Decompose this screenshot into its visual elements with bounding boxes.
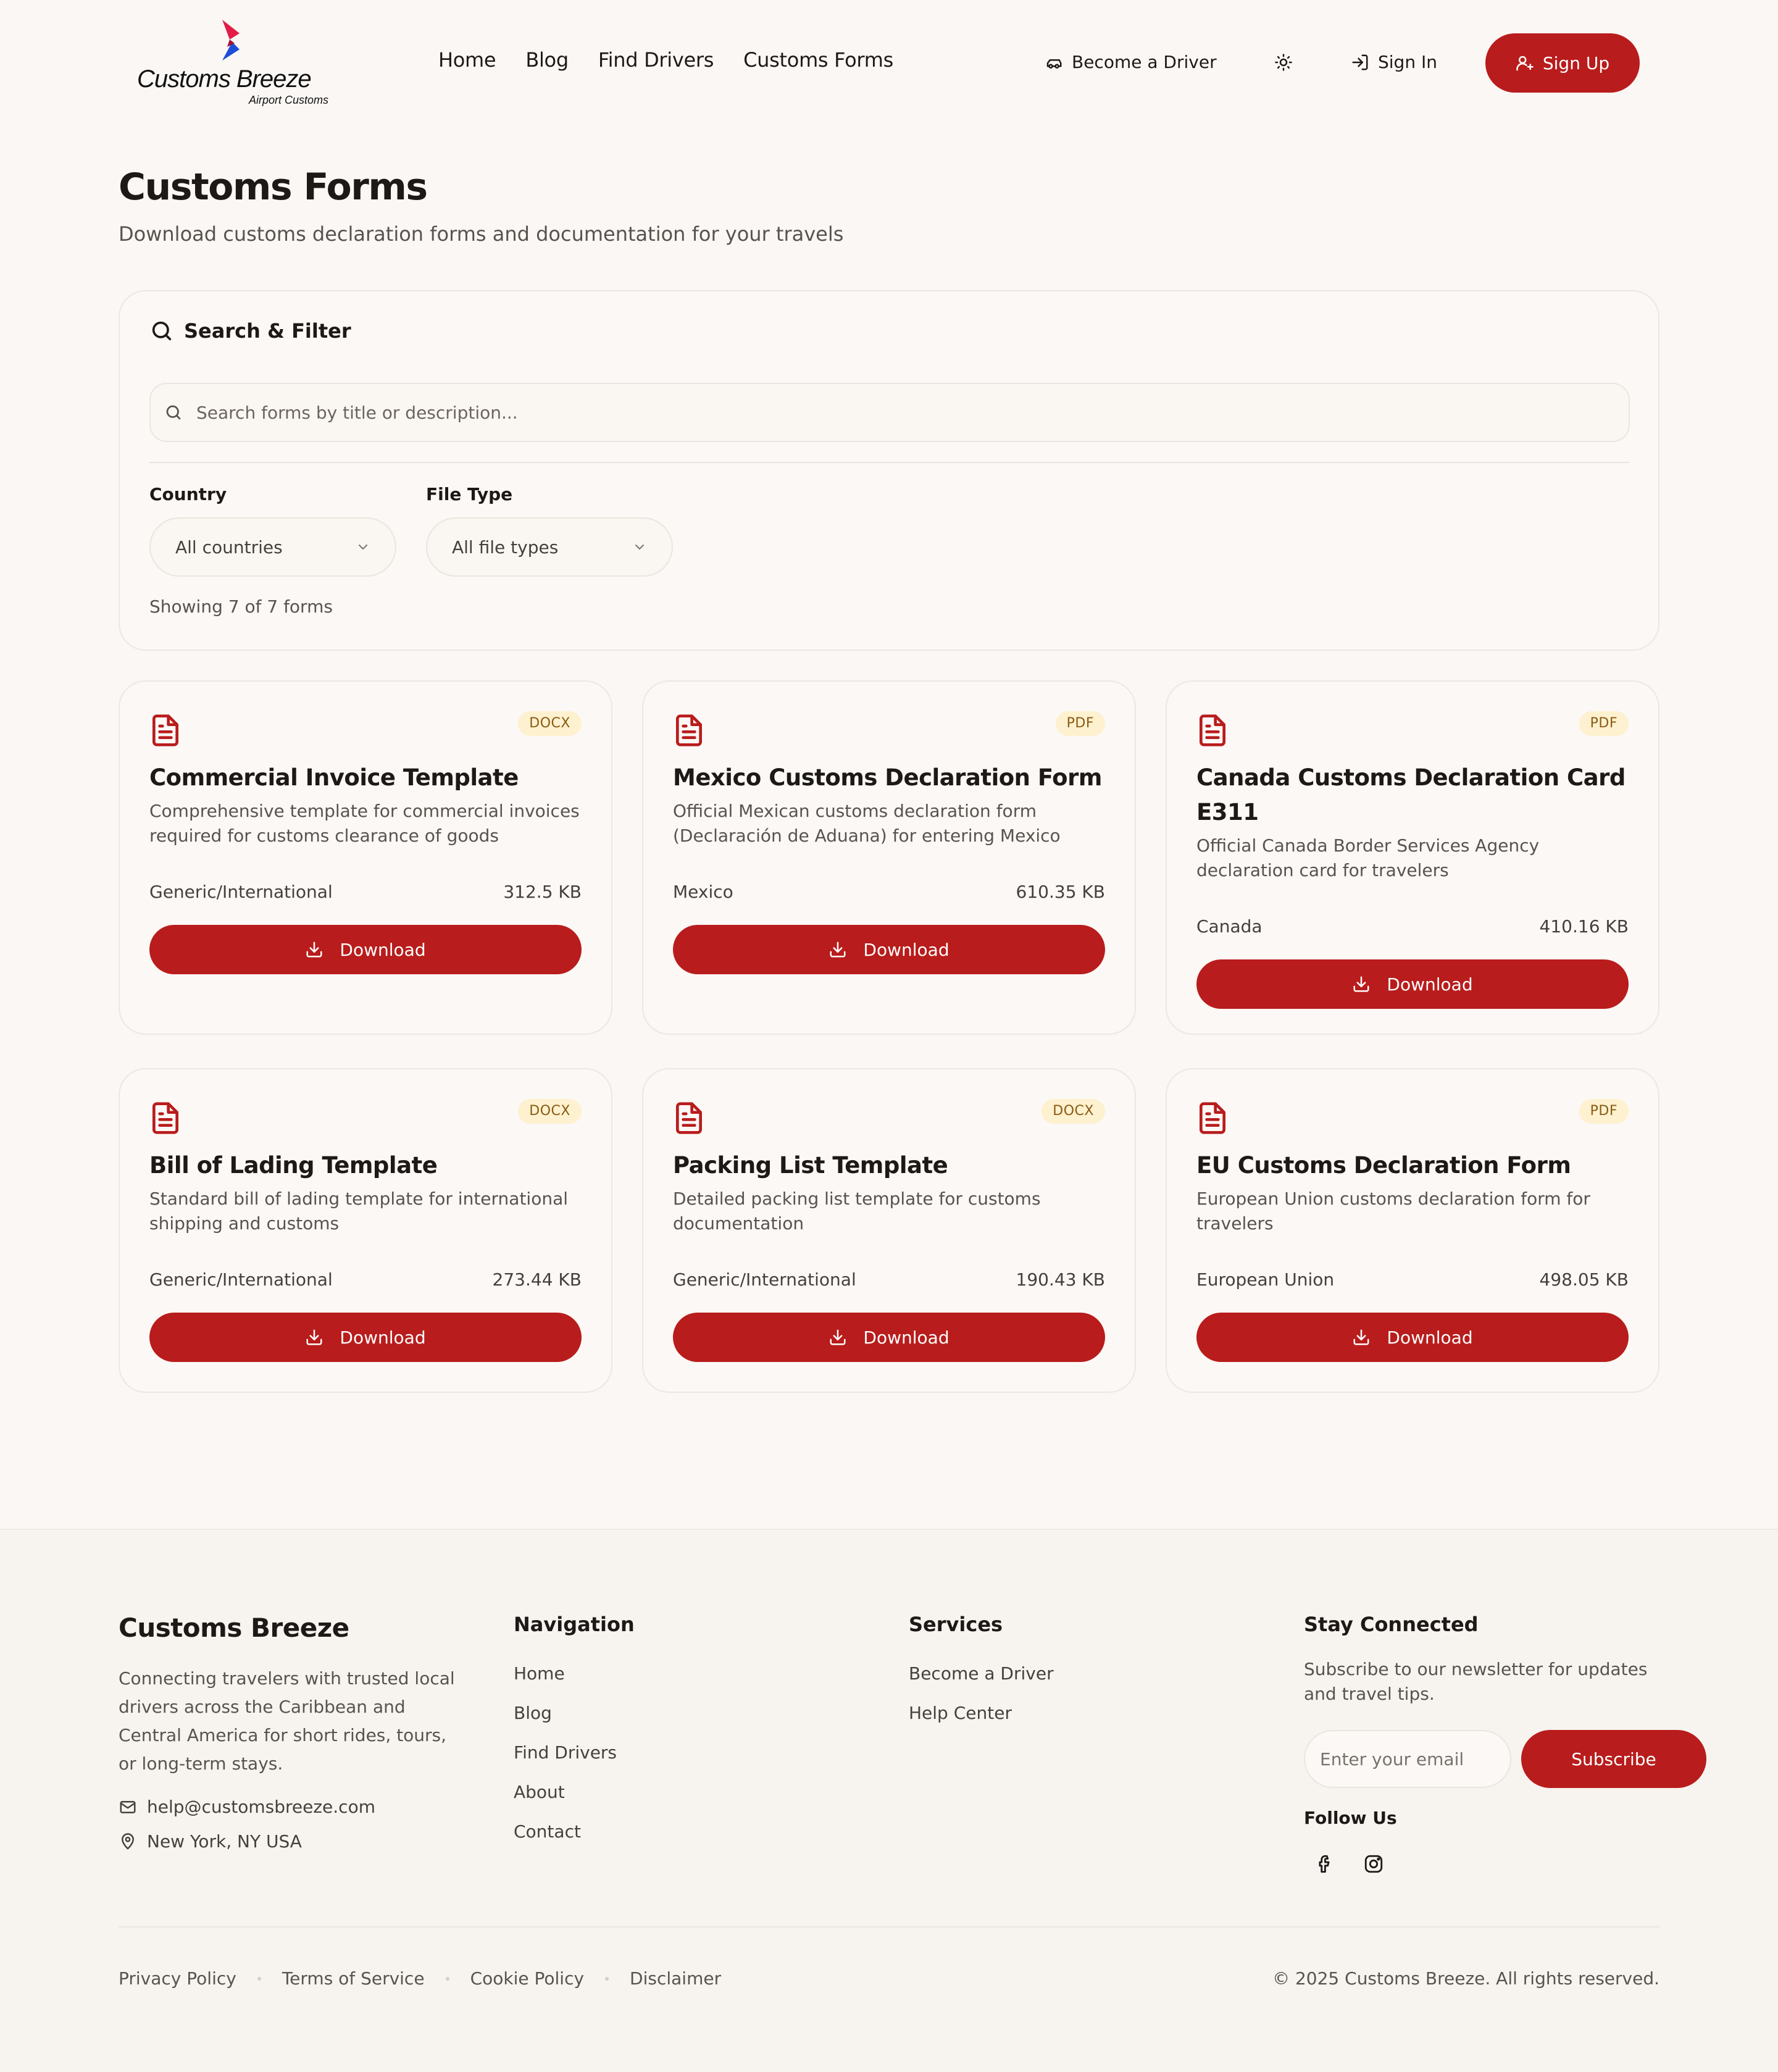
download-button[interactable]: [673, 1313, 1105, 1362]
form-card: [1166, 680, 1659, 1035]
file-text-icon: [148, 711, 183, 750]
facebook-icon[interactable]: [1314, 1853, 1335, 1874]
newsletter-email-field[interactable]: [1304, 1730, 1511, 1788]
download-button[interactable]: [673, 925, 1105, 974]
form-size: 410.16 KB: [1539, 916, 1629, 937]
form-size: 312.5 KB: [503, 882, 582, 902]
forms-grid: [119, 680, 1659, 1393]
form-title: Canada Customs Declaration Card E311: [1196, 764, 1626, 825]
footer-nav-heading: Navigation: [514, 1613, 635, 1636]
logo-mark-icon: [219, 19, 241, 62]
file-type-badge: PDF: [1056, 711, 1105, 736]
download-icon: [828, 1328, 847, 1347]
nav-find-drivers[interactable]: Find Drivers: [598, 48, 714, 72]
footer-link-help-center[interactable]: Help Center: [909, 1703, 1012, 1723]
nav-customs-forms[interactable]: Customs Forms: [743, 48, 893, 72]
separator-dot: [446, 1977, 449, 1981]
sign-up-label: Sign Up: [1542, 52, 1610, 73]
form-card: [119, 680, 612, 1035]
search-icon: [149, 319, 174, 343]
form-size: 273.44 KB: [492, 1269, 582, 1290]
logo-tagline: Airport Customs: [248, 94, 328, 106]
search-input[interactable]: [196, 403, 1555, 423]
download-icon: [1352, 975, 1371, 993]
form-region: European Union: [1196, 1269, 1335, 1290]
logo-name: Customs Breeze: [137, 65, 311, 93]
become-driver-button[interactable]: [1045, 52, 1217, 72]
footer-email[interactable]: [119, 1797, 375, 1817]
file-type-select-value: All file types: [452, 537, 559, 558]
download-icon: [1352, 1328, 1371, 1347]
filter-heading-label: Search & Filter: [184, 319, 351, 343]
form-description: Comprehensive template for commercial invoices required for customs clearance of goods: [149, 801, 580, 846]
page-subtitle: Download customs declaration forms and documentation for your travels: [119, 222, 844, 246]
form-description: Official Canada Border Services Agency declaration card for travelers: [1196, 835, 1540, 880]
results-count: Showing 7 of 7 forms: [149, 596, 333, 617]
download-button[interactable]: [1196, 1313, 1629, 1362]
file-text-icon: [148, 1099, 183, 1137]
form-title: Mexico Customs Declaration Form: [673, 764, 1102, 791]
download-label: Download: [340, 939, 426, 960]
form-meta: [149, 882, 582, 902]
form-card: [642, 1068, 1136, 1393]
form-region: Canada: [1196, 916, 1263, 937]
form-size: 610.35 KB: [1016, 882, 1105, 902]
sign-in-button[interactable]: [1351, 52, 1437, 72]
nav-home[interactable]: Home: [438, 48, 496, 72]
download-label: Download: [863, 1327, 950, 1348]
file-type-badge: DOCX: [518, 1099, 582, 1124]
newsletter-email-input[interactable]: [1320, 1749, 1499, 1769]
car-icon: [1045, 53, 1063, 72]
chevron-down-icon: [356, 540, 370, 554]
cookie-policy-link[interactable]: Cookie Policy: [470, 1968, 585, 1989]
download-button[interactable]: [149, 1313, 582, 1362]
form-size: 498.05 KB: [1539, 1269, 1629, 1290]
site-logo[interactable]: [137, 19, 328, 111]
site-header: [0, 0, 1778, 127]
footer-link-about[interactable]: About: [514, 1782, 565, 1802]
filter-divider: [149, 462, 1630, 463]
file-text-icon: [672, 1099, 706, 1137]
search-field[interactable]: [149, 383, 1630, 442]
form-title: Commercial Invoice Template: [149, 764, 519, 791]
footer-link-become-driver[interactable]: Become a Driver: [909, 1663, 1054, 1684]
form-title: Bill of Lading Template: [149, 1152, 438, 1179]
footer-services-heading: Services: [909, 1613, 1003, 1636]
form-region: Generic/International: [673, 1269, 856, 1290]
download-label: Download: [340, 1327, 426, 1348]
download-button[interactable]: [1196, 959, 1629, 1009]
form-card: [119, 1068, 612, 1393]
disclaimer-link[interactable]: Disclaimer: [630, 1968, 722, 1989]
country-select[interactable]: [149, 517, 396, 577]
nav-blog[interactable]: Blog: [525, 48, 569, 72]
form-description: Standard bill of lading template for international shipping and customs: [149, 1188, 569, 1234]
footer-location: [119, 1831, 302, 1852]
footer-connect-heading: Stay Connected: [1304, 1613, 1479, 1636]
main-nav: [438, 48, 893, 72]
download-icon: [828, 940, 847, 959]
footer-link-find-drivers[interactable]: Find Drivers: [514, 1742, 617, 1763]
download-icon: [305, 940, 323, 959]
form-meta: [1196, 916, 1629, 937]
download-label: Download: [1387, 1327, 1473, 1348]
form-meta: [673, 1269, 1105, 1290]
download-label: Download: [863, 939, 950, 960]
form-meta: [1196, 1269, 1629, 1290]
footer-description: Connecting travelers with trusted local drivers across the Caribbean and Central America for short rides, tours, or long-term stays.: [119, 1668, 455, 1774]
form-description: Detailed packing list template for customs documentation: [673, 1188, 1041, 1234]
file-text-icon: [1195, 711, 1230, 750]
footer-nav-links: [514, 1663, 617, 1842]
file-type-label: File Type: [426, 484, 513, 504]
follow-us-label: Follow Us: [1304, 1808, 1397, 1828]
copyright: © 2025 Customs Breeze. All rights reserved.: [1272, 1968, 1659, 1989]
instagram-icon[interactable]: [1363, 1853, 1384, 1874]
file-type-badge: PDF: [1579, 711, 1629, 736]
footer-link-home[interactable]: Home: [514, 1663, 565, 1684]
form-size: 190.43 KB: [1016, 1269, 1105, 1290]
user-plus-icon: [1516, 54, 1534, 72]
form-region: Generic/International: [149, 1269, 333, 1290]
form-meta: [673, 882, 1105, 902]
download-icon: [305, 1328, 323, 1347]
sign-up-button[interactable]: [1485, 33, 1640, 93]
file-type-badge: DOCX: [518, 711, 582, 736]
log-in-icon: [1351, 53, 1369, 72]
form-region: Generic/International: [149, 882, 333, 902]
subscribe-button[interactable]: Subscribe: [1521, 1730, 1706, 1788]
country-select-value: All countries: [175, 537, 283, 558]
footer-email-text: help@customsbreeze.com: [147, 1797, 375, 1817]
map-pin-icon: [119, 1832, 137, 1851]
form-description: European Union customs declaration form for travelers: [1196, 1188, 1590, 1234]
file-type-badge: DOCX: [1041, 1099, 1105, 1124]
footer-link-blog[interactable]: Blog: [514, 1703, 552, 1723]
separator-dot: [257, 1977, 261, 1981]
search-icon: [164, 403, 183, 422]
download-label: Download: [1387, 974, 1473, 995]
form-card: [1166, 1068, 1659, 1393]
form-description: Official Mexican customs declaration form (Declaración de Aduana) for entering Mexico: [673, 801, 1061, 846]
footer-location-text: New York, NY USA: [147, 1831, 302, 1852]
sun-icon: [1274, 53, 1293, 72]
filter-heading: [149, 319, 351, 343]
separator-dot: [605, 1977, 609, 1981]
download-button[interactable]: [149, 925, 582, 974]
footer-services-links: [909, 1663, 1054, 1724]
theme-toggle-button[interactable]: [1274, 53, 1293, 72]
footer-link-contact[interactable]: Contact: [514, 1821, 581, 1842]
page-title: Customs Forms: [119, 165, 427, 209]
form-title: EU Customs Declaration Form: [1196, 1152, 1571, 1179]
file-type-badge: PDF: [1579, 1099, 1629, 1124]
site-footer: [0, 1529, 1778, 2072]
form-title: Packing List Template: [673, 1152, 948, 1179]
country-label: Country: [149, 484, 227, 504]
legal-links: [119, 1968, 721, 1989]
privacy-policy-link[interactable]: Privacy Policy: [119, 1968, 236, 1989]
footer-divider: [119, 1926, 1659, 1928]
form-region: Mexico: [673, 882, 733, 902]
mail-icon: [119, 1798, 137, 1816]
file-text-icon: [1195, 1099, 1230, 1137]
footer-brand: Customs Breeze: [119, 1613, 349, 1643]
form-card: [642, 680, 1136, 1035]
form-meta: [149, 1269, 582, 1290]
newsletter-text: Subscribe to our newsletter for updates and travel tips.: [1304, 1659, 1648, 1704]
search-filter-card: [119, 290, 1659, 651]
terms-link[interactable]: Terms of Service: [282, 1968, 425, 1989]
become-driver-label: Become a Driver: [1072, 52, 1217, 72]
sign-in-label: Sign In: [1378, 52, 1437, 72]
file-text-icon: [672, 711, 706, 750]
file-type-select[interactable]: [426, 517, 673, 577]
chevron-down-icon: [632, 540, 647, 554]
